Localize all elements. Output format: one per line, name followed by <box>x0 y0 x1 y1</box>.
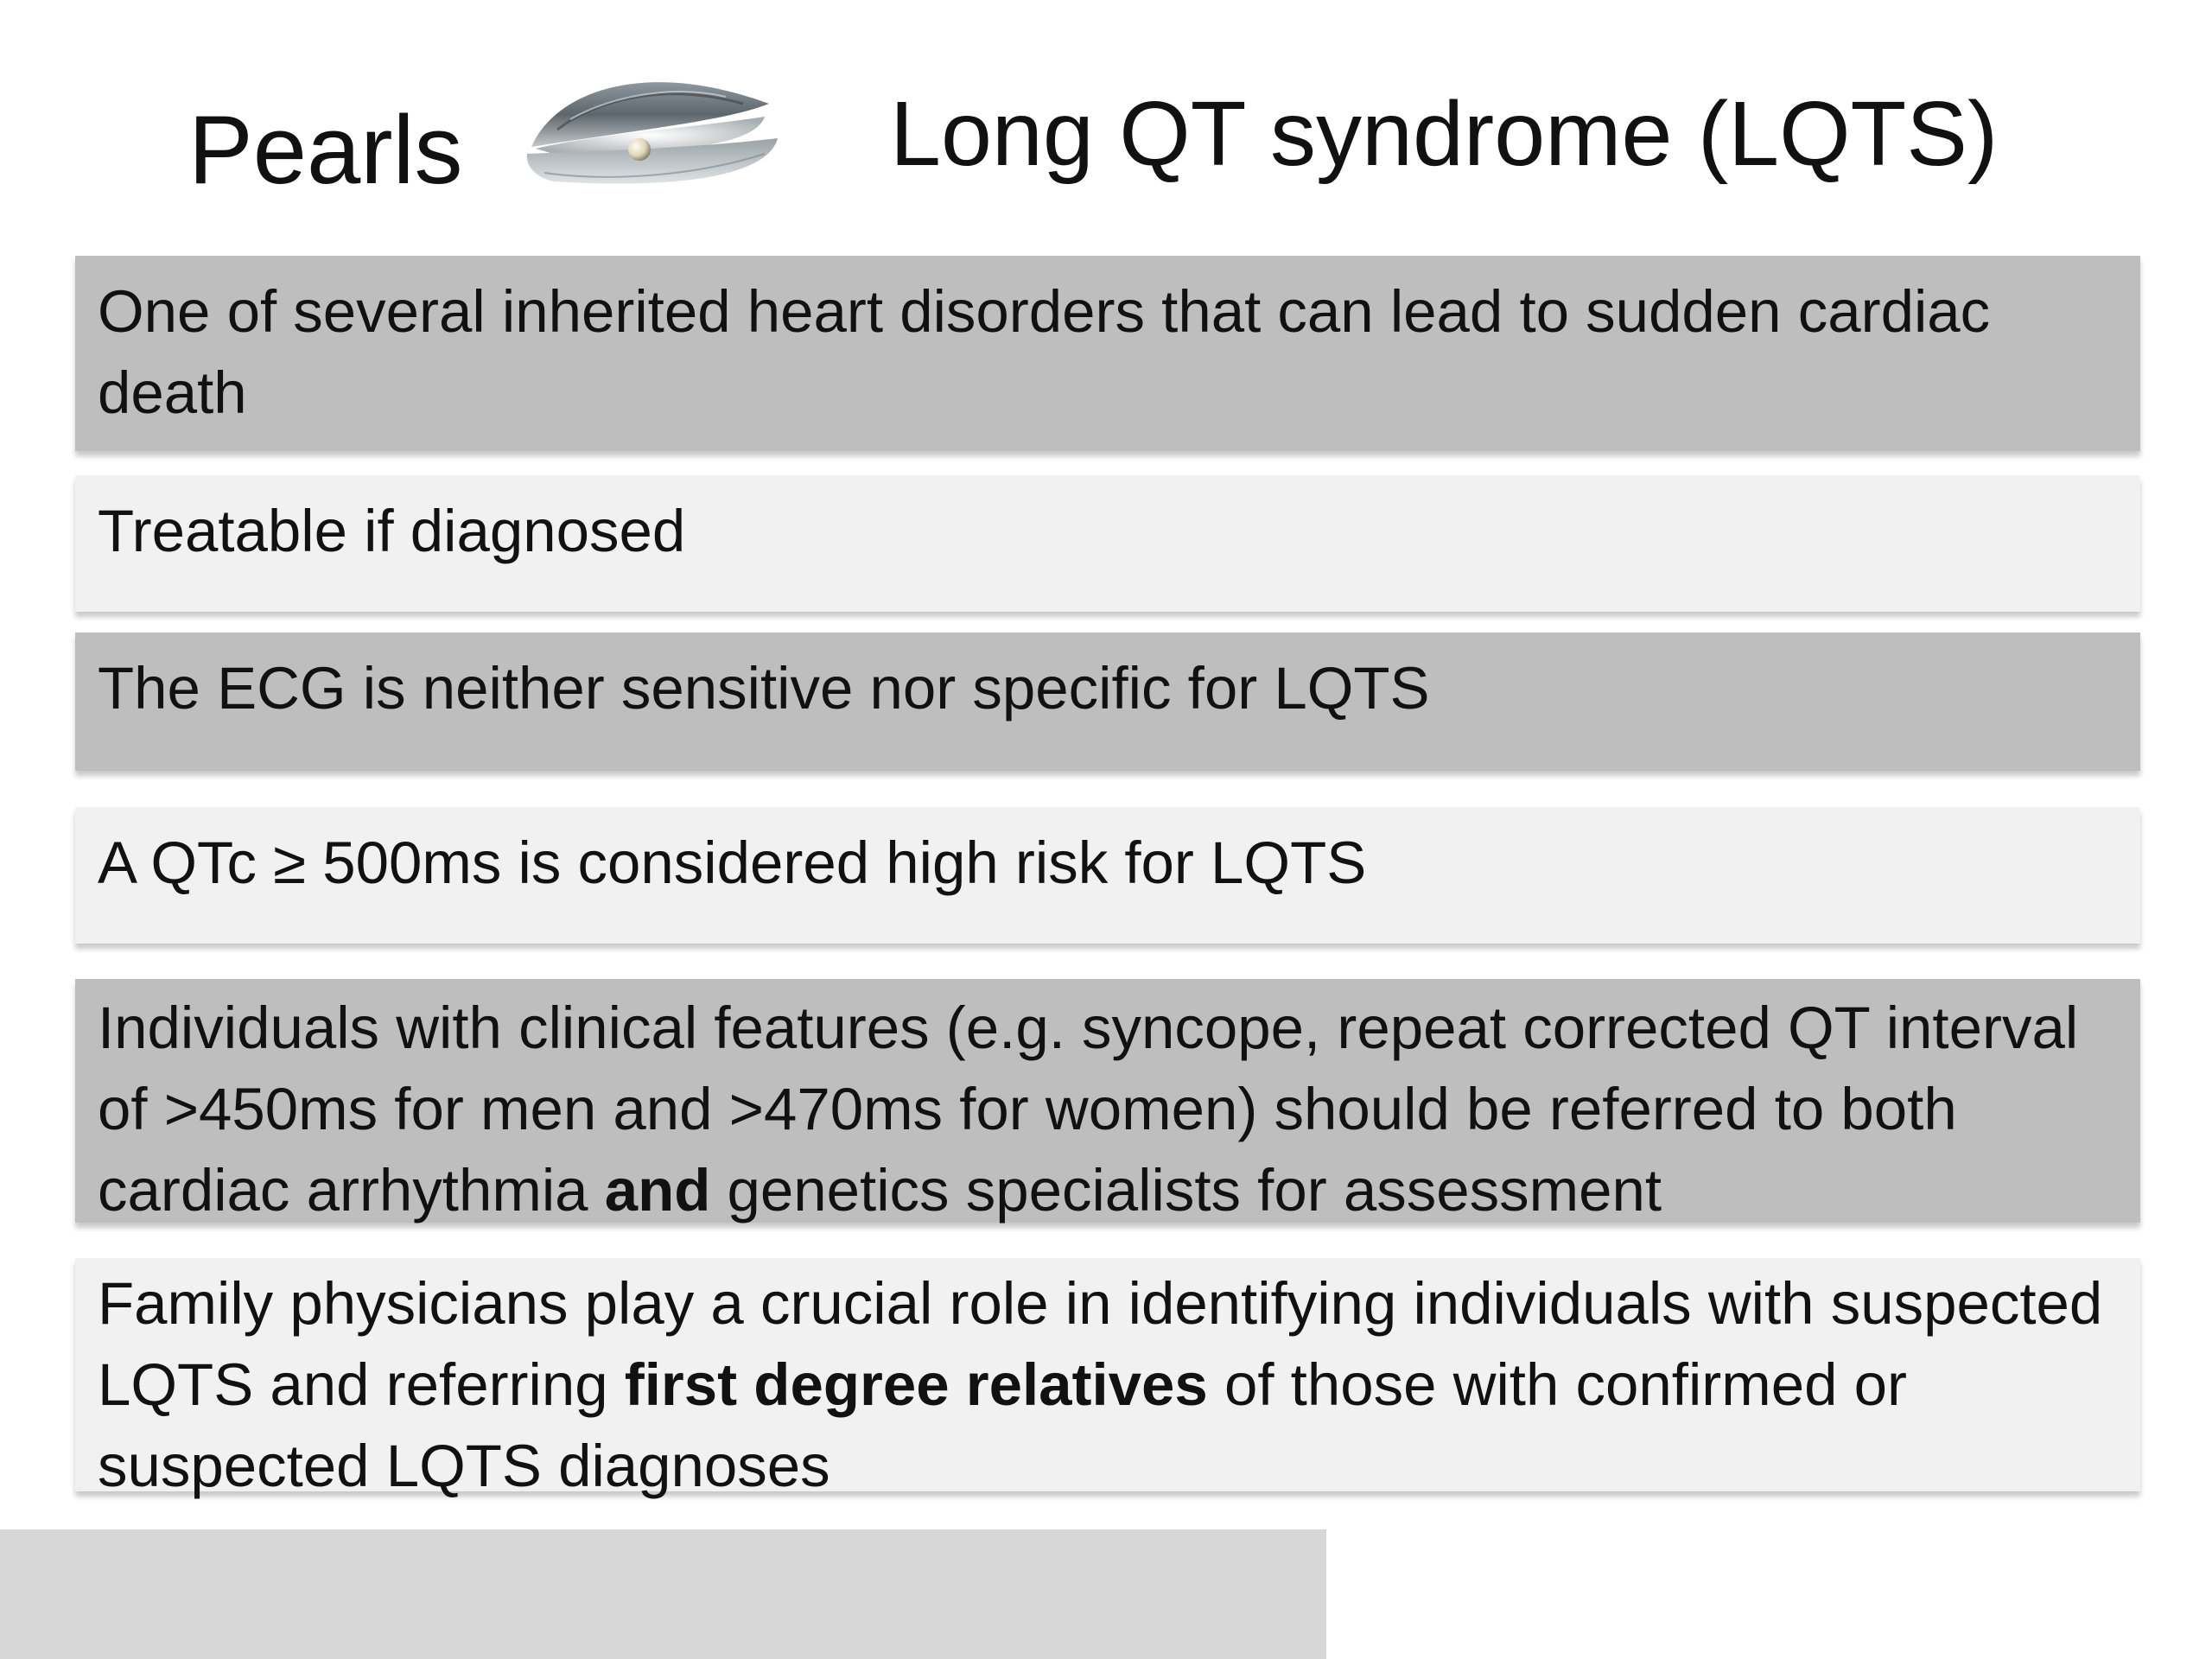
pearl-oyster-shell-icon <box>518 52 786 199</box>
slide-header <box>0 0 2212 242</box>
pearl-item-1 <box>75 256 2140 451</box>
pearl-item-4 <box>75 807 2140 944</box>
pearl-item-6 <box>75 1258 2140 1499</box>
pearl-item-text-start: Family physicians play a crucial role in identifying individuals with suspected LQTS and referring <box>98 1270 2103 1418</box>
slide-title: Long QT syndrome (LQTS) <box>890 83 1999 185</box>
pearl-item-text: The ECG is neither sensitive nor specific for LQTS <box>98 655 1430 721</box>
pearl-item-text: Treatable if diagnosed <box>98 498 686 564</box>
pearl-item-text: A QTc ≥ 500ms is considered high risk for LQTS <box>98 830 1367 896</box>
pearl-item-2 <box>75 475 2140 612</box>
footer-band <box>0 1529 1326 1659</box>
pearl-item-text-end: genetics specialists for assessment <box>710 1157 1662 1224</box>
pearl-item-emphasis: first degree relatives <box>624 1351 1208 1418</box>
pearl-item-text: One of several inherited heart disorders that can lead to sudden cardiac death <box>98 278 1991 426</box>
pearl-item-3 <box>75 632 2140 771</box>
section-label: Pearls <box>188 96 463 204</box>
pearl-item-emphasis: and <box>604 1157 711 1224</box>
pearl-item-5 <box>75 979 2140 1223</box>
pearl-item-text-end: of those with confirmed or suspected LQTS diagnoses <box>98 1351 1907 1499</box>
pearl-item-text-start: Individuals with clinical features (e.g. syncope, repeat corrected QT interval of >450ms for men and >470ms for women) should be referred to both cardiac arrhythmia <box>98 995 2079 1224</box>
